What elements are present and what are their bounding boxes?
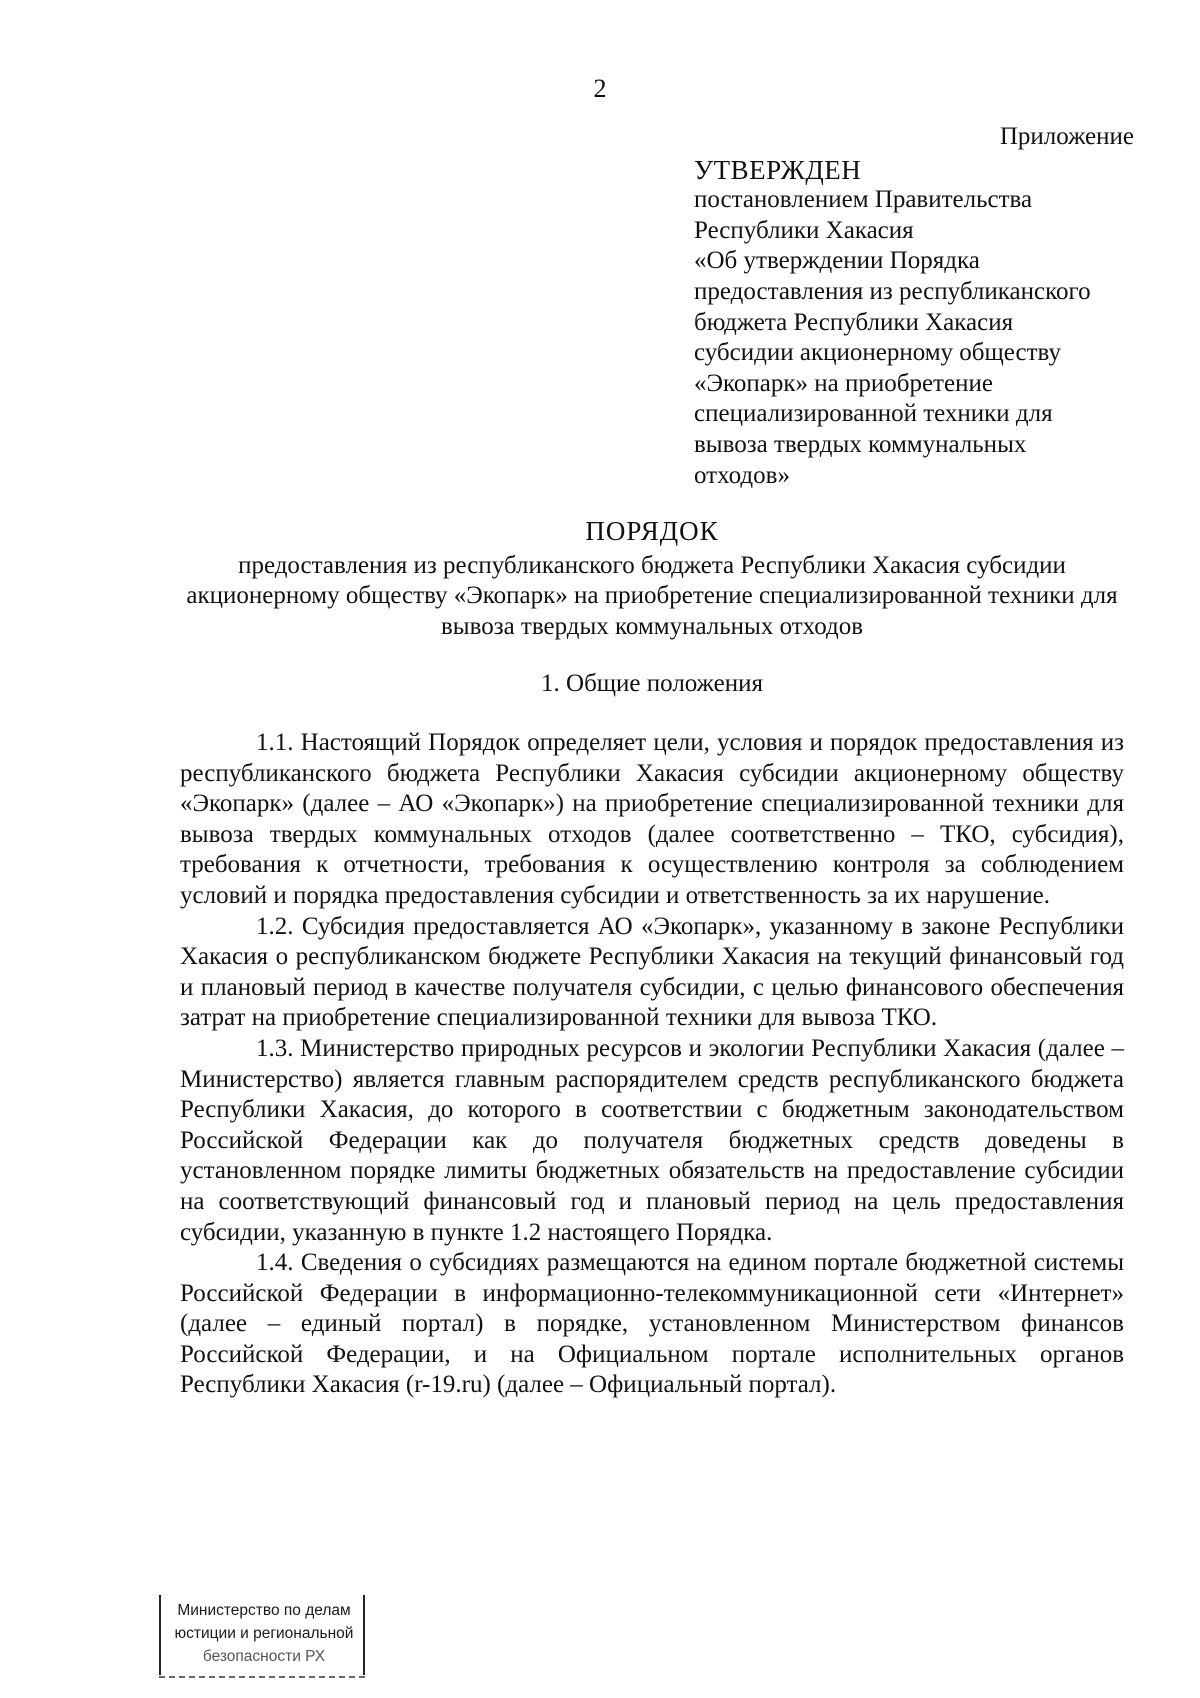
paragraph-1-4: 1.4. Сведения о субсидиях размещаются на едином портале бюджетной системы Российской Федерации в информационно-телекоммуникационной сети «Интернет» (далее – единый портал) в порядке, установленном Министерством финансов Российской Федерации, и на Официальном портале исполнительных органов Республики Хакасия (r-19.ru) (далее – Официальный портал). <box>180 1249 1124 1399</box>
body-text <box>180 728 1124 1401</box>
paragraph-1-3: 1.3. Министерство природных ресурсов и экологии Республики Хакасия (далее – Министерство) является главным распорядителем средств республиканского бюджета Республики Хакасия, до которого в соответствии с бюджетным законодательством Российской Федерации как до получателя бюджетных средств доведены в установленном порядке лимиты бюджетных обязательств на предоставление субсидии на соответствующий финансовый год и плановый период на цель предоставления субсидии, указанную в пункте 1.2 настоящего Порядка. <box>180 1034 1124 1246</box>
approval-line: «Об утверждении Порядка <box>694 247 980 275</box>
paragraph-1-2: 1.2. Субсидия предоставляется АО «Экопарк», указанному в законе Республики Хакасия о республиканском бюджете Республики Хакасия на текущий финансовый год и плановый период в качестве получателя субсидии, с целью финансового обеспечения затрат на приобретение специализированной техники для вывоза ТКО. <box>180 912 1124 1032</box>
paragraph-1-1: 1.1. Настоящий Порядок определяет цели, условия и порядок предоставления из республиканского бюджета Республики Хакасия субсидии акционерному обществу «Экопарк» (далее – АО «Экопарк») на приобретение специализированной техники для вывоза твердых коммунальных отходов (далее соответственно – ТКО, субсидия), требования к отчетности, требования к осуществлению контроля за соблюдением условий и порядка предоставления субсидии и ответственность за их нарушение. <box>180 729 1124 909</box>
document-title: ПОРЯДОК <box>585 516 719 546</box>
approval-line: специализированной техники для <box>694 400 1053 428</box>
approval-line: субсидии акционерному обществу <box>694 339 1061 367</box>
approval-line: «Экопарк» на приобретение <box>694 369 993 397</box>
stamp-line: Министерство по делам <box>177 1602 351 1619</box>
appendix-label: Приложение <box>999 123 1134 150</box>
registration-stamp <box>159 1595 365 1675</box>
approval-line: постановлением Правительства <box>694 186 1033 214</box>
section-heading: 1. Общие положения <box>541 670 763 697</box>
page-number: 2 <box>593 74 607 103</box>
approval-line: отходов» <box>694 461 790 489</box>
stamp-line: юстиции и региональной <box>174 1625 354 1642</box>
document-title-block <box>180 516 1124 642</box>
document-subtitle: предоставления из республиканского бюджета Республики Хакасия субсидии акционерному обществу «Экопарк» на приобретение специализированной техники для вывоза твердых коммунальных отходов <box>186 551 1118 640</box>
approval-block <box>694 122 1134 491</box>
approval-line: предоставления из республиканского <box>694 277 1091 305</box>
approval-line: бюджета Республики Хакасия <box>694 308 1014 336</box>
stamp-border <box>159 1676 365 1678</box>
approval-line: вывоза твердых коммунальных <box>694 430 1027 458</box>
approval-line: Республики Хакасия <box>694 216 914 244</box>
stamp-line: безопасности РХ <box>202 1648 326 1665</box>
approved-label: УТВЕРЖДЕН <box>694 154 862 185</box>
